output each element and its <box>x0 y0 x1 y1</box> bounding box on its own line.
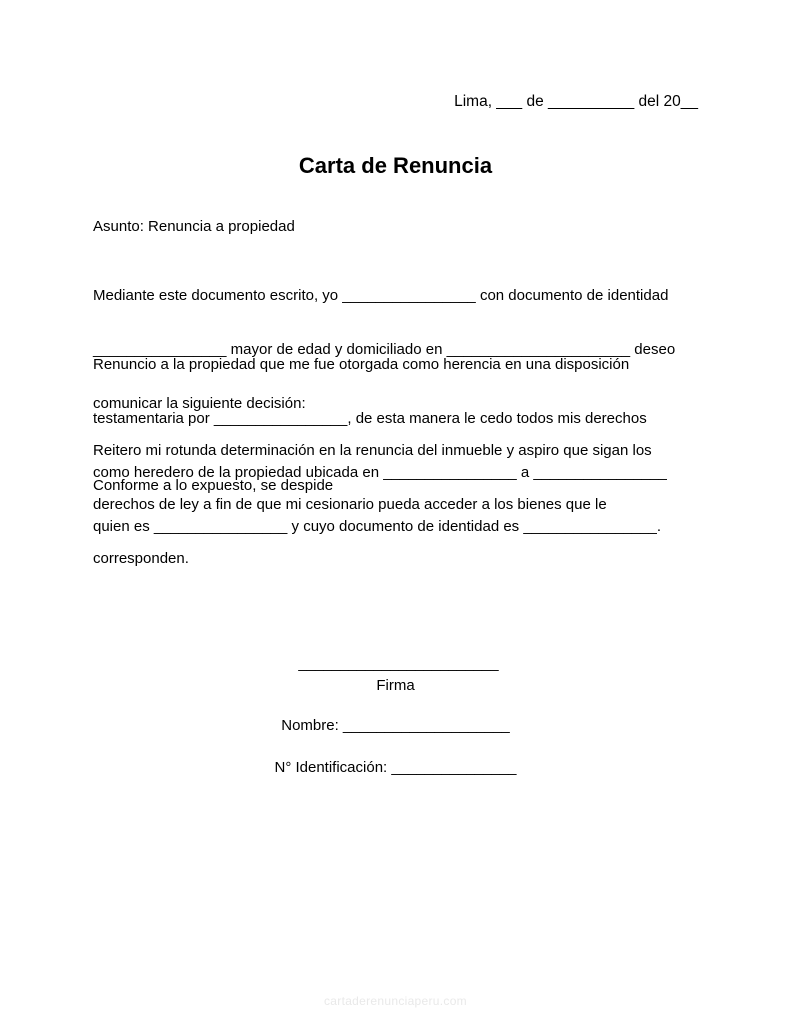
paragraph-line: Mediante este documento escrito, yo ________________ con documento de identidad <box>93 287 669 304</box>
paragraph-line: testamentaria por ________________, de esta manera le cedo todos mis derechos <box>93 410 647 427</box>
signature-line: ________________________ <box>298 655 499 672</box>
paragraph-line: como heredero de la propiedad ubicada en ________________ a ________________ <box>93 464 667 481</box>
signature-label: Firma <box>376 677 415 694</box>
paragraph-line: quien es ________________ y cuyo documento de identidad es ________________. <box>93 518 661 535</box>
paragraph-line: ________________ mayor de edad y domiciliado en ______________________ deseo <box>93 341 676 358</box>
watermark: cartaderenunciaperu.com <box>324 994 467 1008</box>
date-line: Lima, ___ de __________ del 20__ <box>454 93 698 110</box>
paragraph-line: Renuncio a la propiedad que me fue otorgada como herencia en una disposición <box>93 356 630 373</box>
document-title: Carta de Renuncia <box>298 153 493 178</box>
paragraph-line: comunicar la siguiente decisión: <box>93 395 306 412</box>
paragraph-line: Reitero mi rotunda determinación en la renuncia del inmueble y aspiro que sigan los <box>93 442 652 459</box>
closing-line: Conforme a lo expuesto, se despide <box>93 477 334 494</box>
paragraph-line: corresponden. <box>93 550 189 567</box>
name-field: Nombre: ____________________ <box>281 717 510 734</box>
identification-field: N° Identificación: _______________ <box>274 759 517 776</box>
subject-line: Asunto: Renuncia a propiedad <box>93 218 295 235</box>
paragraph-reiteration <box>93 406 699 604</box>
paragraph-line: derechos de ley a fin de que mi cesionario pueda acceder a los bienes que le <box>93 496 607 513</box>
